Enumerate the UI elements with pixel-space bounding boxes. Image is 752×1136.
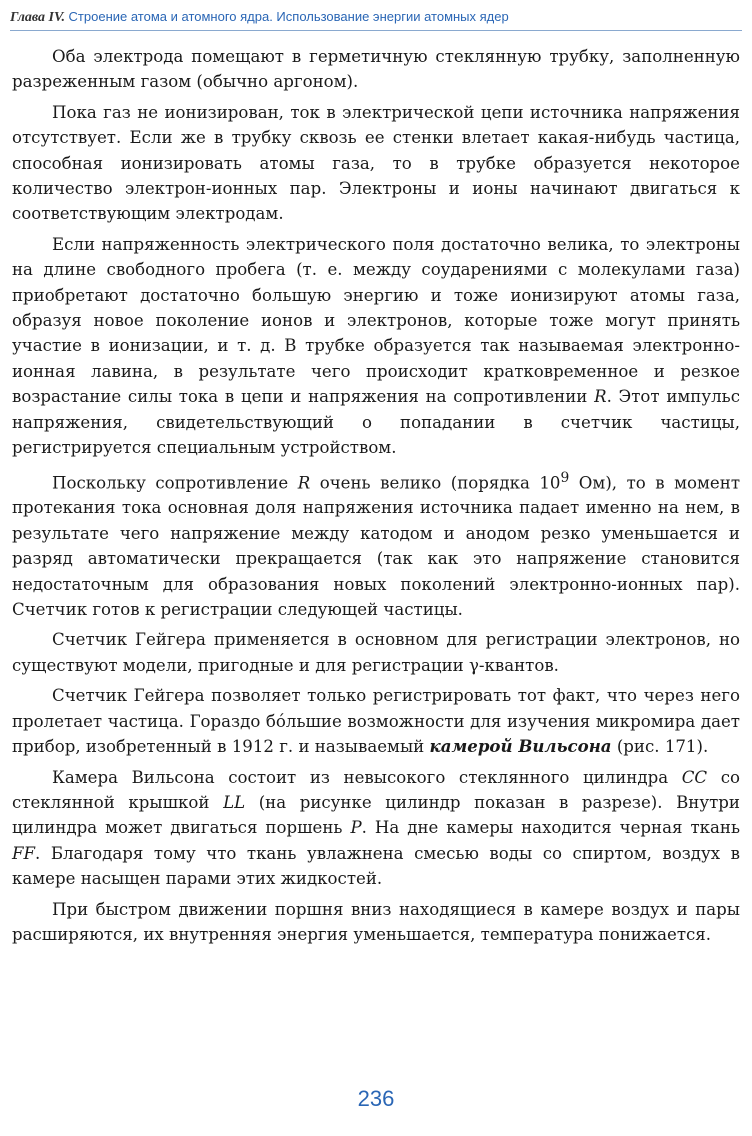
paragraph: Счетчик Гейгера применяется в основном для регистрации электронов, но существуют модели, пригодные и для регистрации γ-квантов.: [12, 630, 740, 675]
paragraph: Камера Вильсона состоит из невысокого стеклянного цилиндра CC со стеклянной крышкой LL (на рисунке цилиндр показан в разрезе). Внутри цилиндра может двигаться поршень P. На дне камеры находится черная ткань FF. Благодаря тому что ткань увлажнена смесью воды со спиртом, воздух в камере насыщен парами этих жидкостей.: [12, 767, 740, 889]
variable-cc: CC: [681, 767, 708, 787]
paragraph: Если напряженность электрического поля достаточно велика, то электроны на длине свободного пробега (т. е. между соударениями с молекулами газа) приобретают достаточно большую энергию и тоже ионизируют атомы газа, образуя новое поколение ионов и электронов, которые тоже могут принять участие в ионизации, и т. д. В трубке образуется так называемая электронно-ионная лавина, в результате чего происходит кратковременное и резкое возрастание силы тока в цепи и напряжения на сопротивлении R. Этот импульс напряжения, свидетельствующий о попадании в счетчик частицы, регистрируется специальным устройством.: [12, 234, 740, 458]
chapter-title: Строение атома и атомного ядра. Использование энергии атомных ядер: [68, 9, 509, 24]
paragraph: Счетчик Гейгера позволяет только регистрировать тот факт, что через него пролетает частица. Гораздо бóльшие возможности для изучения микромира дает прибор, изобретенный в 1912 г. и называемый камерой Вильсона (рис. 171).: [12, 686, 740, 757]
running-head: [10, 8, 742, 31]
paragraph: Поскольку сопротивление R очень велико (порядка $10^9$ Ом), то в момент протекания тока основная доля напряжения источника падает именно на нем, в результате чего напряжение между катодом и анодом резко уменьшается и разряд автоматически прекращается (так как это напряжение становится недостаточным для образования новых поколений электронно-ионных пар). Счетчик готов к регистрации следующей частицы.: [12, 469, 740, 620]
variable-p: P: [350, 818, 362, 838]
variable-ll: LL: [223, 792, 246, 812]
paragraph: Оба электрода помещают в герметичную стеклянную трубку, заполненную разреженным газом (обычно аргоном).: [12, 47, 740, 92]
variable-r: R: [297, 473, 311, 493]
emphasized-term: камерой Вильсона: [429, 736, 612, 757]
body-text: [12, 44, 740, 952]
variable-r: R: [594, 387, 607, 407]
chapter-label: Глава IV.: [10, 10, 66, 25]
paragraph: При быстром движении поршня вниз находящиеся в камере воздух и пары расширяются, их внутренняя энергия уменьшается, температура понижается.: [12, 899, 740, 944]
exponent: 9: [560, 469, 570, 486]
variable-ff: FF: [12, 843, 36, 863]
paragraph: Пока газ не ионизирован, ток в электрической цепи источника напряжения отсутствует. Если же в трубку сквозь ее стенки влетает какая-нибудь частица, способная ионизировать атомы газа, то в трубке образуется некоторое количество электрон-ионных пар. Электроны и ионы начинают двигаться к соответствующим электродам.: [12, 102, 740, 224]
page-number: 236: [357, 1086, 395, 1111]
